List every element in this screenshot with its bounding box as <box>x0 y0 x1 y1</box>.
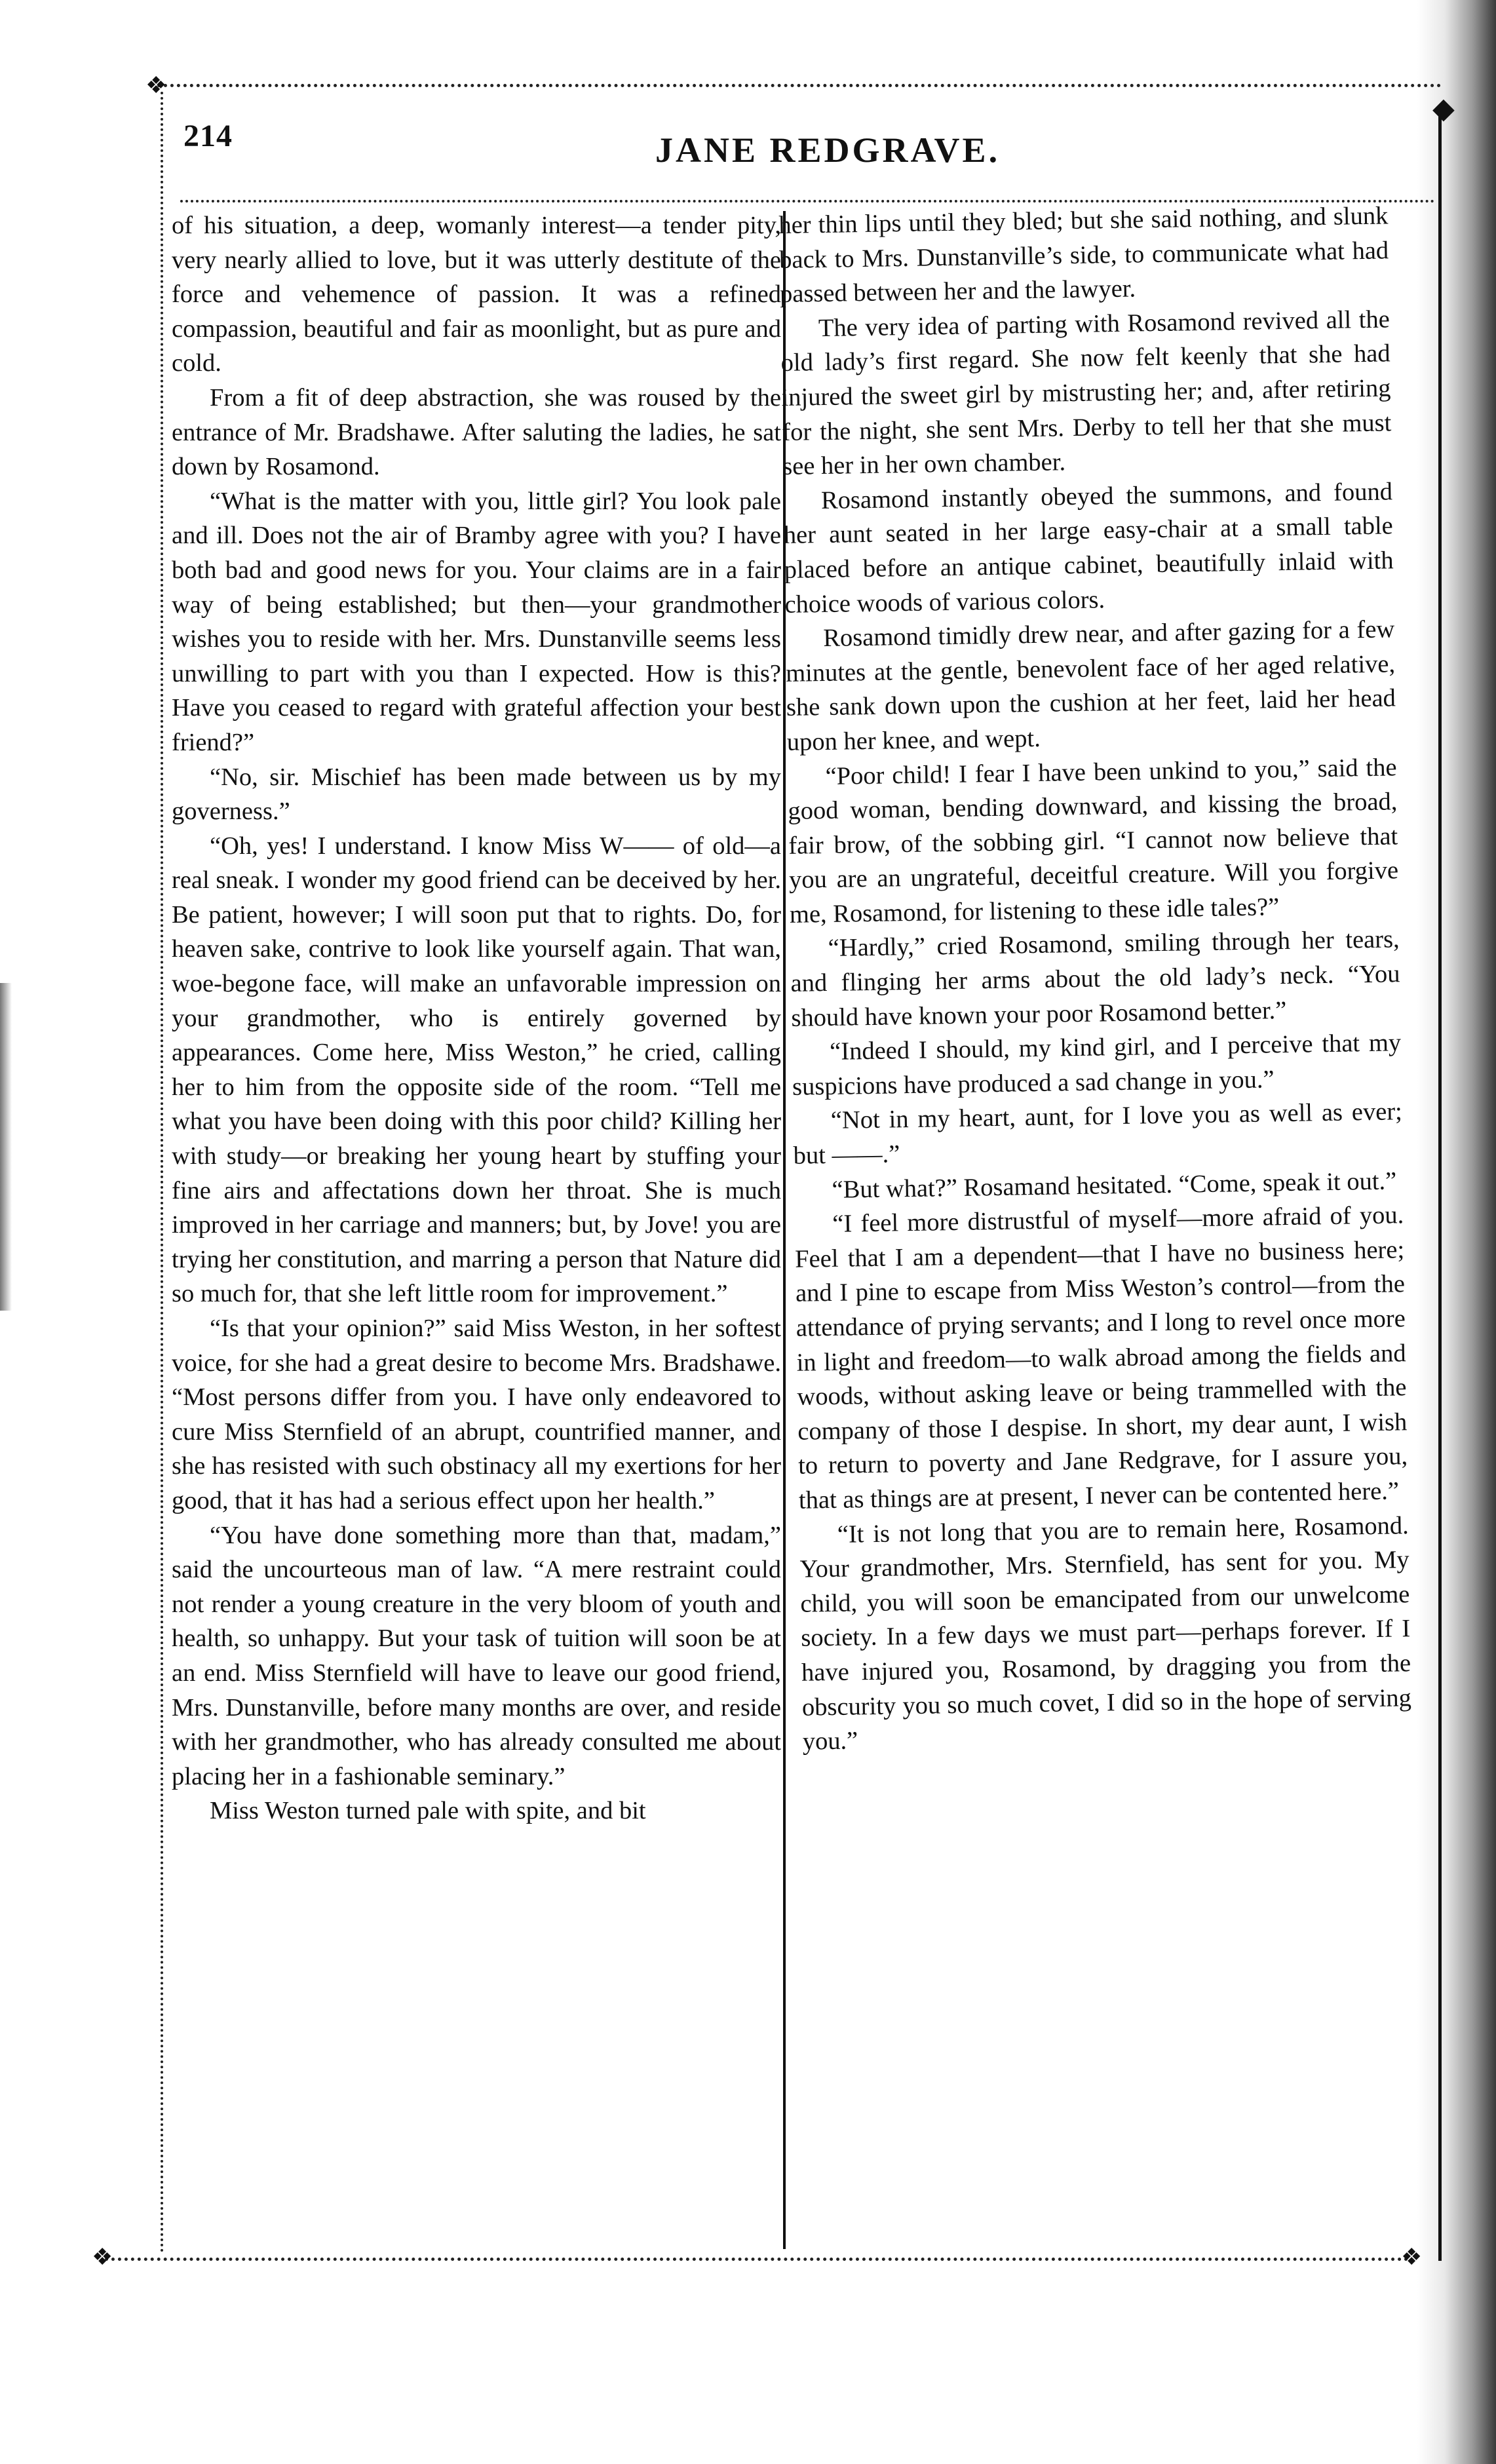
left-border-rule <box>161 92 163 2254</box>
paragraph: “Is that your opinion?” said Miss Weston, in her softest voice, for she had a great desire to become Mrs. Bradshawe. “Most persons differ from you. I have only endeavored to cure Miss Sternfield of an abrupt, countrified manner, and she has resisted with such obstinacy all my exertions for her good, that it has had a serious effect upon her health.” <box>172 1315 781 1514</box>
paragraph: Miss Weston turned pale with spite, and bit <box>210 1797 646 1825</box>
paragraph: of his situation, a deep, womanly interest—a tender pity, very nearly allied to love, but it was utterly destitute of the force and vehemence of passion. It was a refined compassion, beautiful and fair as moonlight, but as pure and cold. <box>172 212 781 377</box>
page-number: 214 <box>183 119 233 153</box>
paragraph: From a fit of deep abstraction, she was roused by the entrance of Mr. Bradshawe. After saluting the ladies, he sat down by Rosamond. <box>172 383 781 481</box>
corner-ornament-icon: ❖ <box>1401 2244 1423 2270</box>
paragraph: The very idea of parting with Rosamond revived all the old lady’s first regard. She now felt keenly that she had injured the sweet girl by mistrusting her; and, after retiring for the night, she sent Mrs. Derby to tell her that she must see her in her own chamber. <box>780 305 1392 481</box>
paragraph: “What is the matter with you, little girl? You look pale and ill. Does not the air of Bramby agree with you? I have both bad and good news for you. Your claims are in a fair way of being established; but then—your grandmother wishes you to reside with her. Mrs. Dunstanville seems less unwilling to part with you than I expected. How is this? Have you ceased to regard with grateful affection your best friend?” <box>172 487 781 756</box>
paragraph: her thin lips until they bled; but she said nothing, and slunk back to Mrs. Dunstanville’s side, to communicate what had passed between her and the lawyer. <box>778 202 1389 309</box>
page-edge-shadow <box>1417 0 1496 2464</box>
paragraph: “Not in my heart, aunt, for I love you as well as ever; but ——.” <box>793 1098 1403 1170</box>
paragraph: Rosamond instantly obeyed the summons, and found her aunt seated in her large easy-chair at a small table placed before an antique cabinet, beautifully inlaid with choice woods of various colors. <box>783 478 1394 619</box>
paragraph: “Oh, yes! I understand. I know Miss W—— of old—a real sneak. I wonder my good friend can be deceived by her. Be patient, however; I will soon put that to rights. Do, for heaven sake, contrive to look like yourself again. That wan, woe-begone face, will make an unfavorable impression on your grandmother, who is entirely governed by appearances. Come here, Miss Weston,” he cried, calling her to him from the opposite side of the room. “Tell me what you have been doing with this poor child? Killing her with study—or breaking her young heart by stuffing your fine airs and affectations down her throat. She is much improved in her carriage and manners; but, by Jove! you are trying her constitution, and marring a person that Nature did so much for, that she left little room for improvement.” <box>172 832 781 1308</box>
paragraph: “But what?” Rosamand hesitated. “Come, speak it out.” <box>832 1166 1397 1204</box>
right-column <box>778 199 1412 1759</box>
paragraph: “It is not long that you are to remain here, Rosamond. Your grandmother, Mrs. Sternfield, has sent for you. My child, you will soon be emancipated from our unwelcome society. In a few days we must part—perhaps forever. If I have injured you, Rosamond, by dragging you from the obscurity you so much covet, I did so in the hope of serving you.” <box>799 1511 1412 1756</box>
paragraph: “Poor child! I fear I have been unkind to you,” said the good woman, bending downward, and kissing the broad, fair brow, of the sobbing girl. “I cannot now believe that you are an ungrateful, deceitful creature. Will you forgive me, Rosamond, for listening to these idle tales?” <box>788 753 1399 929</box>
paragraph: “Indeed I should, my kind girl, and I perceive that my suspicions have produced a sad change in you.” <box>792 1029 1402 1101</box>
paragraph: “No, sir. Mischief has been made between us by my governess.” <box>172 763 781 826</box>
corner-ornament-icon: ◆ <box>1432 92 1455 125</box>
corner-ornament-icon: ❖ <box>145 72 167 98</box>
running-title: JANE REDGRAVE. <box>655 130 1001 170</box>
paragraph: “You have done something more than that, madam,” said the uncourteous man of law. “A mere restraint could not render a young creature in the very bloom of youth and health, so unhappy. But your task of tuition will soon be at an end. Miss Sternfield will have to leave our good friend, Mrs. Dunstanville, before many months are over, and reside with her grandmother, who has already consulted me about placing her in a fashionable seminary.” <box>172 1521 781 1790</box>
top-border-rule <box>157 84 1442 87</box>
right-border-rule <box>1438 105 1442 2261</box>
page-header <box>183 118 1429 183</box>
bottom-border-rule <box>105 2258 1409 2261</box>
left-column <box>172 208 781 1828</box>
paragraph: Rosamond timidly drew near, and after gazing for a few minutes at the gentle, benevolent face of her aged relative, she sank down upon the cushion at her feet, laid her head upon her knee, and wept. <box>785 615 1396 756</box>
page-edge-shadow-left <box>0 983 12 1311</box>
paragraph: “I feel more distrustful of myself—more afraid of you. Feel that I am a dependent—that I have no business here; and I pine to escape from Miss Weston’s control—from the attendance of prying servants; and I long to revel once more in light and freedom—to walk abroad among the fields and woods, without asking leave or being trammelled with the company of those I despise. In short, my dear aunt, I wish to return to poverty and Jane Redgrave, for I assure you, that as things are at present, I never can be contented here.” <box>794 1201 1408 1514</box>
paragraph: “Hardly,” cried Rosamond, smiling through her tears, and flinging her arms about the old lady’s neck. “You should have known your poor Rosamond better.” <box>790 925 1400 1032</box>
corner-ornament-icon: ❖ <box>92 2244 113 2270</box>
